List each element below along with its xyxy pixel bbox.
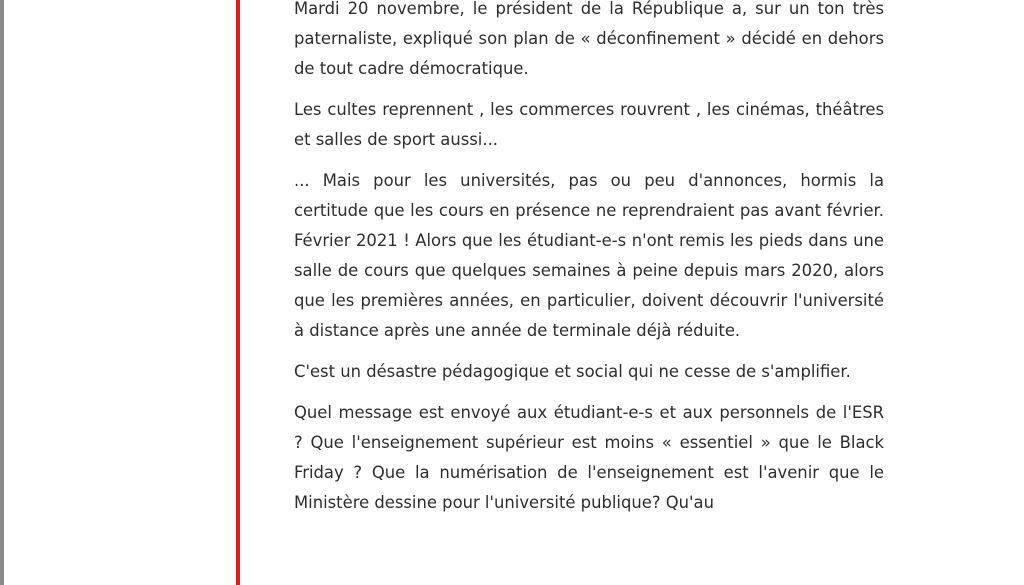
paragraph-3: ... Mais pour les universités, pas ou peu d'annonces, hormis la certitude que les cours en présence ne reprendraient pas avant février. Février 2021 ! Alors que les étudiant-e-s n'ont remis les pieds dans une salle de cours que quelques semaines à peine depuis mars 2020, alors que les premières années, en particulier, doivent découvrir l'université à distance après une année de terminale déjà réduite. [294,171,884,340]
margin-rule [236,0,240,585]
paragraph-4: C'est un désastre pédagogique et social qui ne cesse de s'amplifier. [294,362,851,381]
paragraph-5: Quel message est envoyé aux étudiant-e-s et aux personnels de l'ESR ? Que l'enseignement supérieur est moins « essentiel » que le Black Friday ? Que la numérisation de l'enseignement est l'avenir que le Ministère dessine pour l'université publique? Qu'au [294,403,884,512]
paragraph-1: Mardi 20 novembre, le président de la République a, sur un ton très paternaliste, expliqué son plan de « déconfinement » décidé en dehors de tout cadre démocratique. [294,0,884,78]
page-edge [0,0,4,585]
paragraph-2: Les cultes reprennent , les commerces rouvrent , les cinémas, théâtres et salles de sport aussi... [294,100,884,149]
document-body [294,0,884,529]
